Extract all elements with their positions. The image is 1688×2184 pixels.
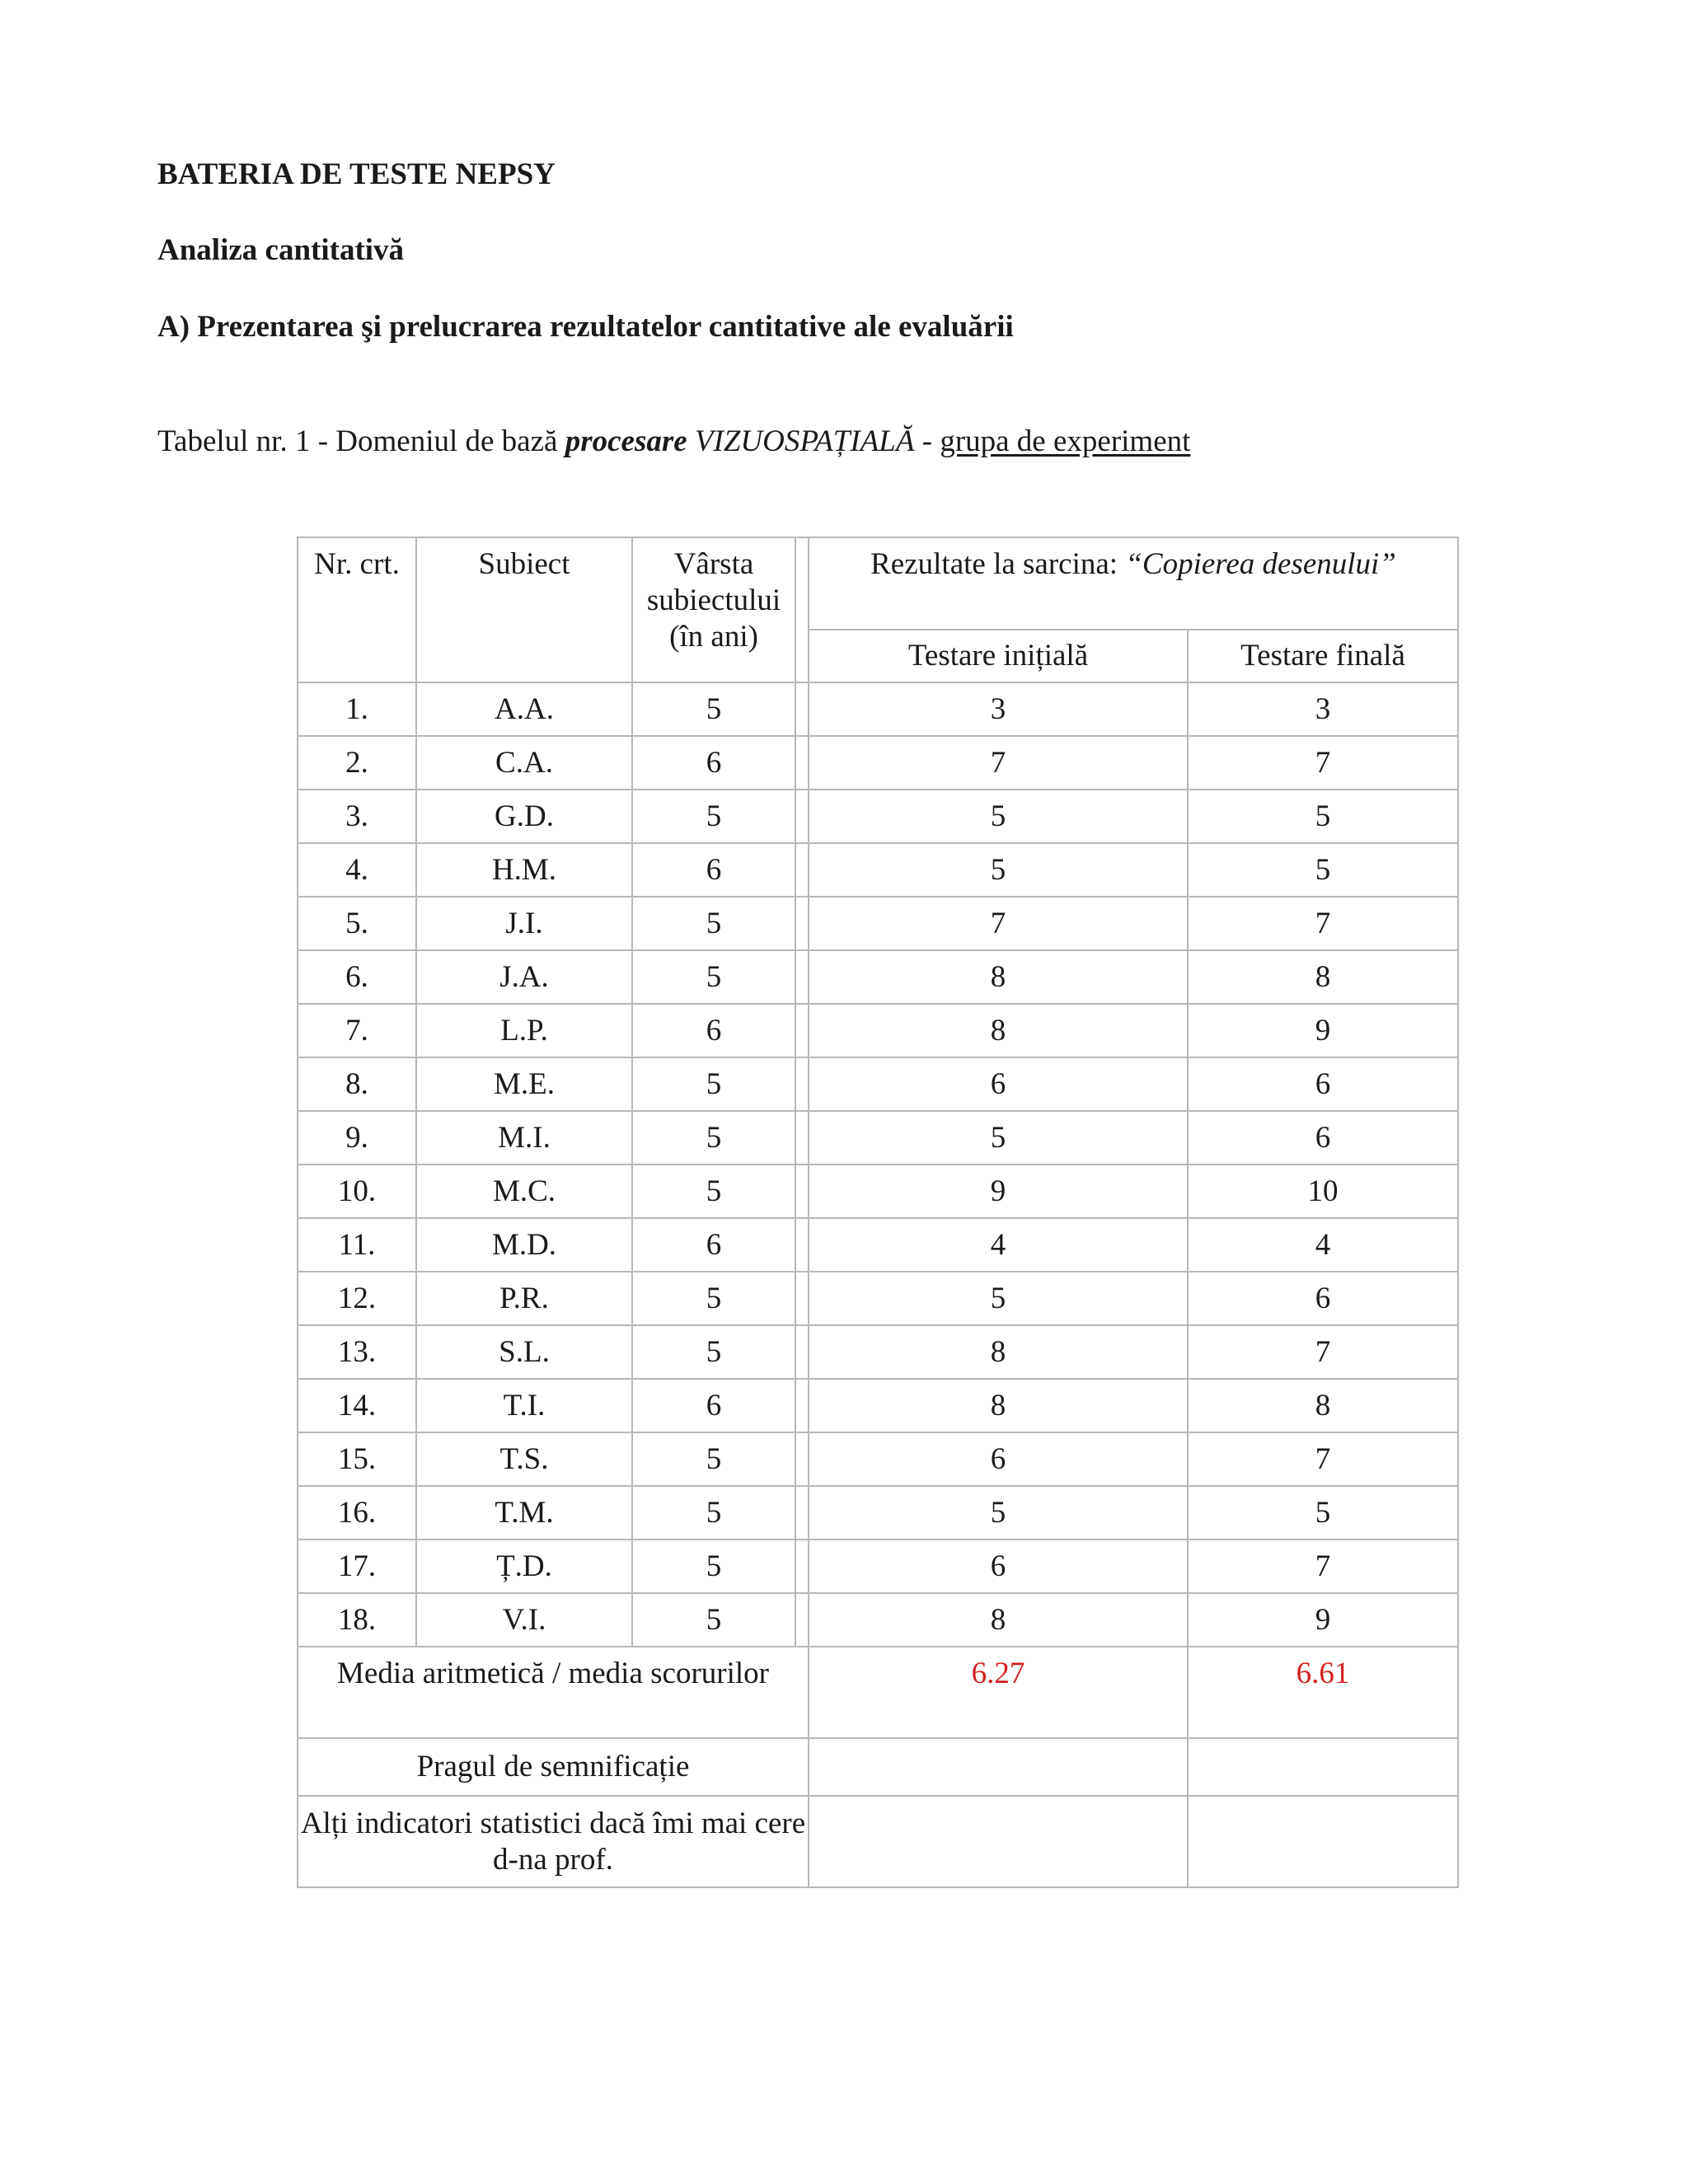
cell-final: 3 <box>1188 682 1458 736</box>
cell-age: 5 <box>632 1325 795 1379</box>
cell-initial: 5 <box>809 1272 1188 1325</box>
cell-final: 7 <box>1188 1325 1458 1379</box>
significance-label: Pragul de semnificație <box>298 1738 809 1796</box>
cell-initial: 8 <box>809 1325 1188 1379</box>
cell-final: 5 <box>1188 790 1458 843</box>
cell-initial: 8 <box>809 950 1188 1004</box>
significance-row <box>298 1738 1458 1796</box>
cell-age: 5 <box>632 1057 795 1111</box>
cell-nr: 16. <box>298 1486 416 1540</box>
header-final: Testare finală <box>1188 630 1458 682</box>
cell-nr: 2. <box>298 736 416 790</box>
header-task-prefix: Rezultate la sarcina: <box>870 547 1126 581</box>
cell-final: 7 <box>1188 1540 1458 1593</box>
table-row <box>298 1218 1458 1272</box>
cell-nr: 13. <box>298 1325 416 1379</box>
cell-initial: 5 <box>809 843 1188 897</box>
cell-initial: 5 <box>809 1486 1188 1540</box>
header-subject: Subiect <box>416 537 632 682</box>
cell-nr: 12. <box>298 1272 416 1325</box>
cell-initial: 9 <box>809 1165 1188 1218</box>
cell-initial: 6 <box>809 1432 1188 1486</box>
table-row <box>298 843 1458 897</box>
cell-age: 5 <box>632 1593 795 1647</box>
cell-age: 5 <box>632 1165 795 1218</box>
cell-nr: 3. <box>298 790 416 843</box>
cell-final: 9 <box>1188 1004 1458 1057</box>
cell-spacer <box>795 897 809 950</box>
cell-nr: 4. <box>298 843 416 897</box>
mean-row <box>298 1647 1458 1738</box>
cell-age: 6 <box>632 1379 795 1432</box>
cell-nr: 8. <box>298 1057 416 1111</box>
header-task <box>809 537 1458 630</box>
cell-nr: 10. <box>298 1165 416 1218</box>
table-row <box>298 1379 1458 1432</box>
cell-age: 5 <box>632 950 795 1004</box>
cell-subject: M.C. <box>416 1165 632 1218</box>
caption-underlined: grupa de experiment <box>940 424 1191 458</box>
cell-nr: 11. <box>298 1218 416 1272</box>
mean-final: 6.61 <box>1188 1647 1458 1738</box>
cell-age: 6 <box>632 736 795 790</box>
cell-spacer <box>795 1218 809 1272</box>
mean-label: Media aritmetică / media scorurilor <box>298 1647 809 1738</box>
cell-subject: J.A. <box>416 950 632 1004</box>
cell-subject: M.E. <box>416 1057 632 1111</box>
cell-final: 5 <box>1188 843 1458 897</box>
caption-dash: - <box>914 424 940 458</box>
cell-spacer <box>795 1325 809 1379</box>
cell-initial: 8 <box>809 1379 1188 1432</box>
cell-subject: T.I. <box>416 1379 632 1432</box>
cell-final: 4 <box>1188 1218 1458 1272</box>
table-row <box>298 736 1458 790</box>
cell-final: 8 <box>1188 950 1458 1004</box>
cell-nr: 18. <box>298 1593 416 1647</box>
cell-subject: A.A. <box>416 682 632 736</box>
cell-age: 5 <box>632 1540 795 1593</box>
cell-final: 6 <box>1188 1111 1458 1165</box>
cell-spacer <box>795 1593 809 1647</box>
cell-subject: Ț.D. <box>416 1540 632 1593</box>
cell-age: 5 <box>632 1486 795 1540</box>
table-row <box>298 682 1458 736</box>
cell-final: 9 <box>1188 1593 1458 1647</box>
cell-spacer <box>795 1272 809 1325</box>
cell-subject: P.R. <box>416 1272 632 1325</box>
caption-italic: VIZUOSPAȚIALĂ <box>694 424 915 458</box>
cell-initial: 6 <box>809 1540 1188 1593</box>
results-table <box>297 537 1459 1888</box>
significance-initial <box>809 1738 1188 1796</box>
section-heading: A) Prezentarea şi prelucrarea rezultatelor cantitative ale evaluării <box>157 310 1014 344</box>
cell-spacer <box>795 950 809 1004</box>
cell-spacer <box>795 1486 809 1540</box>
cell-age: 6 <box>632 1218 795 1272</box>
caption-prefix: Tabelul nr. 1 - Domeniul de bază <box>157 424 565 458</box>
cell-spacer <box>795 682 809 736</box>
cell-subject: M.I. <box>416 1111 632 1165</box>
significance-final <box>1188 1738 1458 1796</box>
cell-age: 5 <box>632 682 795 736</box>
table-row <box>298 1004 1458 1057</box>
table-row <box>298 950 1458 1004</box>
table-row <box>298 1325 1458 1379</box>
header-initial: Testare inițială <box>809 630 1188 682</box>
header-task-name: “Copierea desenului” <box>1125 547 1396 581</box>
cell-nr: 14. <box>298 1379 416 1432</box>
cell-final: 8 <box>1188 1379 1458 1432</box>
table-row <box>298 1057 1458 1111</box>
other-indicators-initial <box>809 1796 1188 1887</box>
cell-nr: 7. <box>298 1004 416 1057</box>
cell-age: 5 <box>632 1111 795 1165</box>
cell-final: 10 <box>1188 1165 1458 1218</box>
cell-final: 7 <box>1188 736 1458 790</box>
cell-spacer <box>795 843 809 897</box>
cell-age: 5 <box>632 1272 795 1325</box>
cell-subject: S.L. <box>416 1325 632 1379</box>
document-title: BATERIA DE TESTE NEPSY <box>157 157 556 191</box>
cell-spacer <box>795 1432 809 1486</box>
table-row <box>298 790 1458 843</box>
cell-nr: 9. <box>298 1111 416 1165</box>
cell-subject: T.S. <box>416 1432 632 1486</box>
cell-subject: V.I. <box>416 1593 632 1647</box>
cell-age: 6 <box>632 843 795 897</box>
cell-final: 7 <box>1188 897 1458 950</box>
cell-final: 5 <box>1188 1486 1458 1540</box>
header-spacer <box>795 537 809 682</box>
cell-age: 5 <box>632 1432 795 1486</box>
cell-initial: 5 <box>809 1111 1188 1165</box>
cell-initial: 7 <box>809 897 1188 950</box>
cell-age: 5 <box>632 897 795 950</box>
table-row <box>298 1272 1458 1325</box>
cell-spacer <box>795 1540 809 1593</box>
cell-spacer <box>795 736 809 790</box>
cell-spacer <box>795 1004 809 1057</box>
cell-subject: J.I. <box>416 897 632 950</box>
cell-nr: 1. <box>298 682 416 736</box>
cell-subject: G.D. <box>416 790 632 843</box>
cell-final: 7 <box>1188 1432 1458 1486</box>
section-subtitle: Analiza cantitativă <box>157 233 405 267</box>
mean-initial: 6.27 <box>809 1647 1188 1738</box>
table-row <box>298 897 1458 950</box>
cell-nr: 15. <box>298 1432 416 1486</box>
table-row <box>298 1111 1458 1165</box>
cell-nr: 5. <box>298 897 416 950</box>
cell-spacer <box>795 1111 809 1165</box>
cell-nr: 17. <box>298 1540 416 1593</box>
cell-subject: H.M. <box>416 843 632 897</box>
cell-initial: 8 <box>809 1593 1188 1647</box>
cell-initial: 3 <box>809 682 1188 736</box>
header-nr: Nr. crt. <box>298 537 416 682</box>
cell-initial: 6 <box>809 1057 1188 1111</box>
cell-initial: 4 <box>809 1218 1188 1272</box>
other-indicators-label: Alți indicatori statistici dacă îmi mai cere d-na prof. <box>298 1796 809 1887</box>
table-row <box>298 1165 1458 1218</box>
other-indicators-row <box>298 1796 1458 1887</box>
cell-age: 5 <box>632 790 795 843</box>
cell-subject: M.D. <box>416 1218 632 1272</box>
table-row <box>298 1486 1458 1540</box>
cell-subject: L.P. <box>416 1004 632 1057</box>
cell-age: 6 <box>632 1004 795 1057</box>
cell-spacer <box>795 1057 809 1111</box>
cell-initial: 5 <box>809 790 1188 843</box>
table-row <box>298 1593 1458 1647</box>
cell-final: 6 <box>1188 1057 1458 1111</box>
table-row <box>298 1540 1458 1593</box>
cell-spacer <box>795 1379 809 1432</box>
cell-initial: 7 <box>809 736 1188 790</box>
header-age: Vârsta subiectului (în ani) <box>632 537 795 682</box>
table-caption <box>157 424 1190 460</box>
cell-final: 6 <box>1188 1272 1458 1325</box>
cell-subject: T.M. <box>416 1486 632 1540</box>
cell-spacer <box>795 1165 809 1218</box>
table-row <box>298 1432 1458 1486</box>
other-indicators-final <box>1188 1796 1458 1887</box>
cell-nr: 6. <box>298 950 416 1004</box>
cell-spacer <box>795 790 809 843</box>
table-body <box>298 682 1458 1647</box>
cell-subject: C.A. <box>416 736 632 790</box>
caption-bold-italic: procesare <box>565 424 687 458</box>
cell-initial: 8 <box>809 1004 1188 1057</box>
